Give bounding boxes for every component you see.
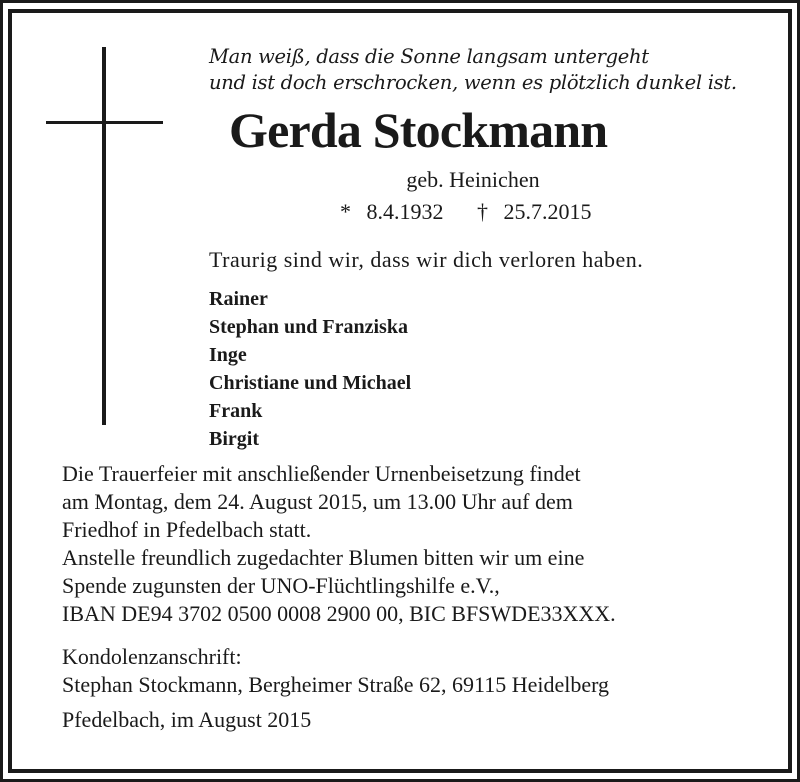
condolence-label: Kondolenzanschrift: — [62, 644, 242, 669]
ceremony-line: am Montag, dem 24. August 2015, um 13.00 Uhr auf dem — [62, 489, 573, 514]
mourner: Rainer — [209, 288, 268, 310]
mourner: Inge — [209, 344, 247, 366]
ceremony-line: Die Trauerfeier mit anschließender Urnenbeisetzung findet — [62, 461, 581, 486]
cross-horizontal-bar — [46, 121, 163, 124]
mourner: Birgit — [209, 428, 259, 450]
death-date: † 25.7.2015 — [477, 199, 592, 224]
bank-details: IBAN DE94 3702 0500 0008 2900 00, BIC BFSWDE33XXX. — [62, 601, 616, 626]
ceremony-line: Friedhof in Pfedelbach statt. — [62, 517, 312, 542]
condolence-address-line: Stephan Stockmann, Bergheimer Straße 62, 69115 Heidelberg — [62, 672, 610, 697]
mourner: Frank — [209, 400, 263, 422]
motto-line-1: Man weiß, dass die Sonne langsam untergeht — [209, 45, 649, 68]
cross-vertical-bar — [102, 47, 106, 425]
donation-line: Anstelle freundlich zugedachter Blumen bitten wir um eine — [62, 545, 585, 570]
mourner: Stephan und Franziska — [209, 316, 408, 338]
mourners-list — [209, 285, 411, 453]
mourning-sentence: Traurig sind wir, dass wir dich verloren haben. — [209, 247, 644, 272]
ceremony-details — [62, 460, 616, 628]
donation-line: Spende zugunsten der UNO-Flüchtlingshilfe e.V., — [62, 573, 500, 598]
life-dates — [340, 199, 610, 225]
maiden-name: geb. Heinichen — [406, 167, 540, 192]
deceased-name: Gerda Stockmann — [229, 102, 608, 158]
mourner: Christiane und Michael — [209, 372, 412, 394]
place-and-date: Pfedelbach, im August 2015 — [62, 707, 312, 732]
birth-date: * 8.4.1932 — [340, 199, 444, 224]
motto-line-2: und ist doch erschrocken, wenn es plötzlich dunkel ist. — [209, 71, 737, 94]
condolence-address — [62, 643, 609, 699]
motto-quote — [209, 44, 737, 96]
